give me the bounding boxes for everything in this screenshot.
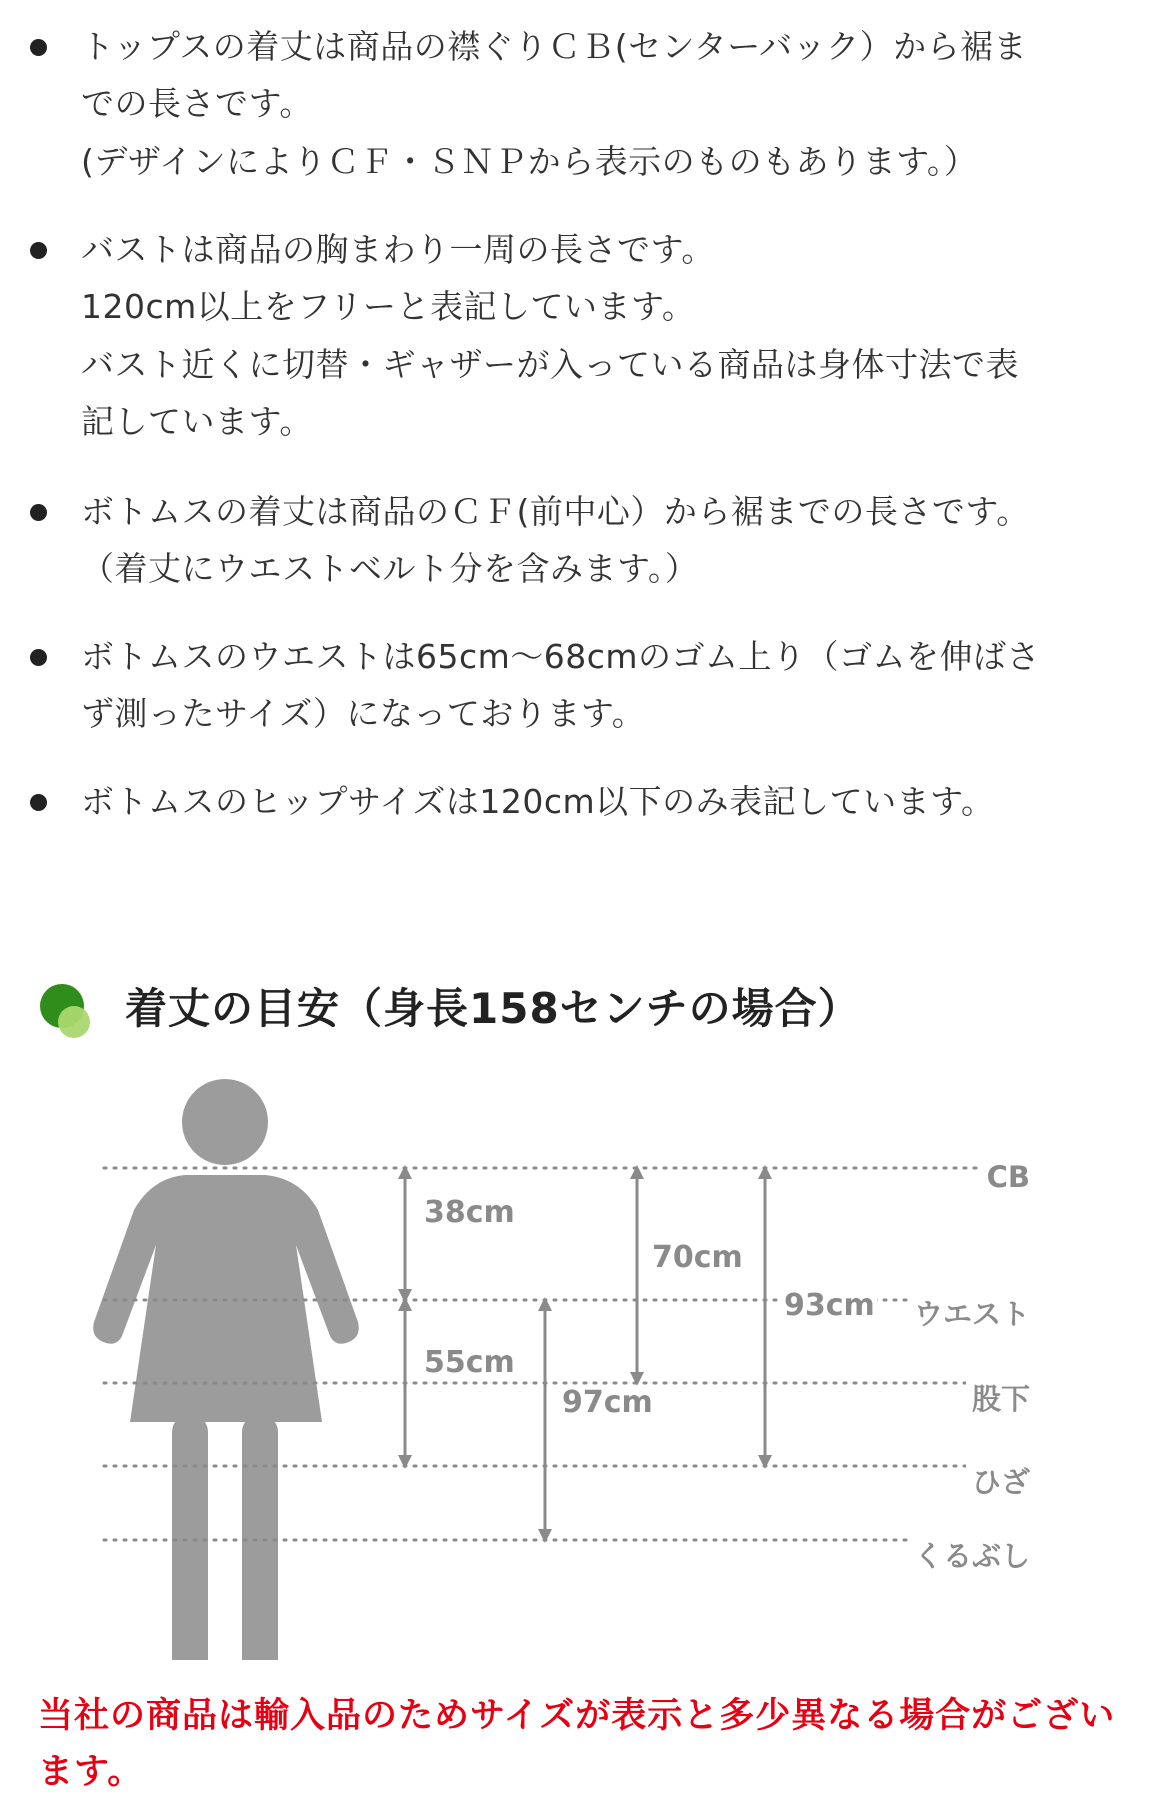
length-guide-diagram — [0, 1060, 1170, 1660]
warning-line: 当社の商品は輸入品のためサイズが表示と多少異なる場合がござい — [38, 1696, 1116, 1736]
note-line: (デザインによりＣＦ・ＳＮＰから表示のものもあります。） — [81, 142, 978, 181]
size-warning — [38, 1688, 1138, 1800]
bullet-icon — [30, 649, 47, 666]
note-line: 記しています。 — [81, 402, 313, 441]
note-line: トップスの着丈は商品の襟ぐりＣＢ(センターバック）から裾ま — [81, 27, 1028, 66]
section-heading — [40, 968, 1140, 1038]
person-figure-icon — [93, 1079, 359, 1660]
measurement-label: 93cm — [784, 1288, 875, 1323]
bullet-icon — [30, 39, 47, 56]
level-label: ウエスト — [908, 1292, 1030, 1333]
bullet-icon — [30, 242, 47, 259]
note-line: ボトムスのウエストは65cm〜68cmのゴム上り（ゴムを伸ばさ — [81, 637, 1041, 676]
measurement-label: 97cm — [562, 1385, 653, 1420]
level-label: くるぶし — [908, 1534, 1030, 1575]
note-line: ボトムスの着丈は商品のＣＦ(前中心）から裾までの長さです。 — [81, 492, 1030, 531]
measurement-label: 70cm — [652, 1240, 743, 1275]
note-line: （着丈にウエストベルト分を含みます。） — [81, 549, 699, 588]
note-line: ボトムスのヒップサイズは120cm以下のみ表記しています。 — [81, 782, 995, 821]
level-label: 股下 — [966, 1377, 1030, 1418]
level-label: CB — [981, 1160, 1030, 1194]
bullet-icon — [30, 504, 47, 521]
level-label: ひざ — [966, 1460, 1030, 1501]
measurement-label: 38cm — [424, 1195, 515, 1230]
note-line: 120cm以上をフリーと表記しています。 — [81, 287, 696, 326]
note-line: での長さです。 — [81, 84, 313, 123]
note-line: ず測ったサイズ）になっております。 — [81, 694, 646, 733]
bullet-icon — [30, 794, 47, 811]
warning-line: ます。 — [38, 1752, 144, 1792]
note-line: バストは商品の胸まわり一周の長さです。 — [81, 230, 715, 269]
note-line: バスト近くに切替・ギャザーが入っている商品は身体寸法で表 — [81, 345, 1019, 384]
section-title: 着丈の目安（身長158センチの場合） — [125, 984, 861, 1033]
measurement-label: 55cm — [424, 1345, 515, 1380]
heading-dot-accent-icon — [58, 1006, 90, 1038]
